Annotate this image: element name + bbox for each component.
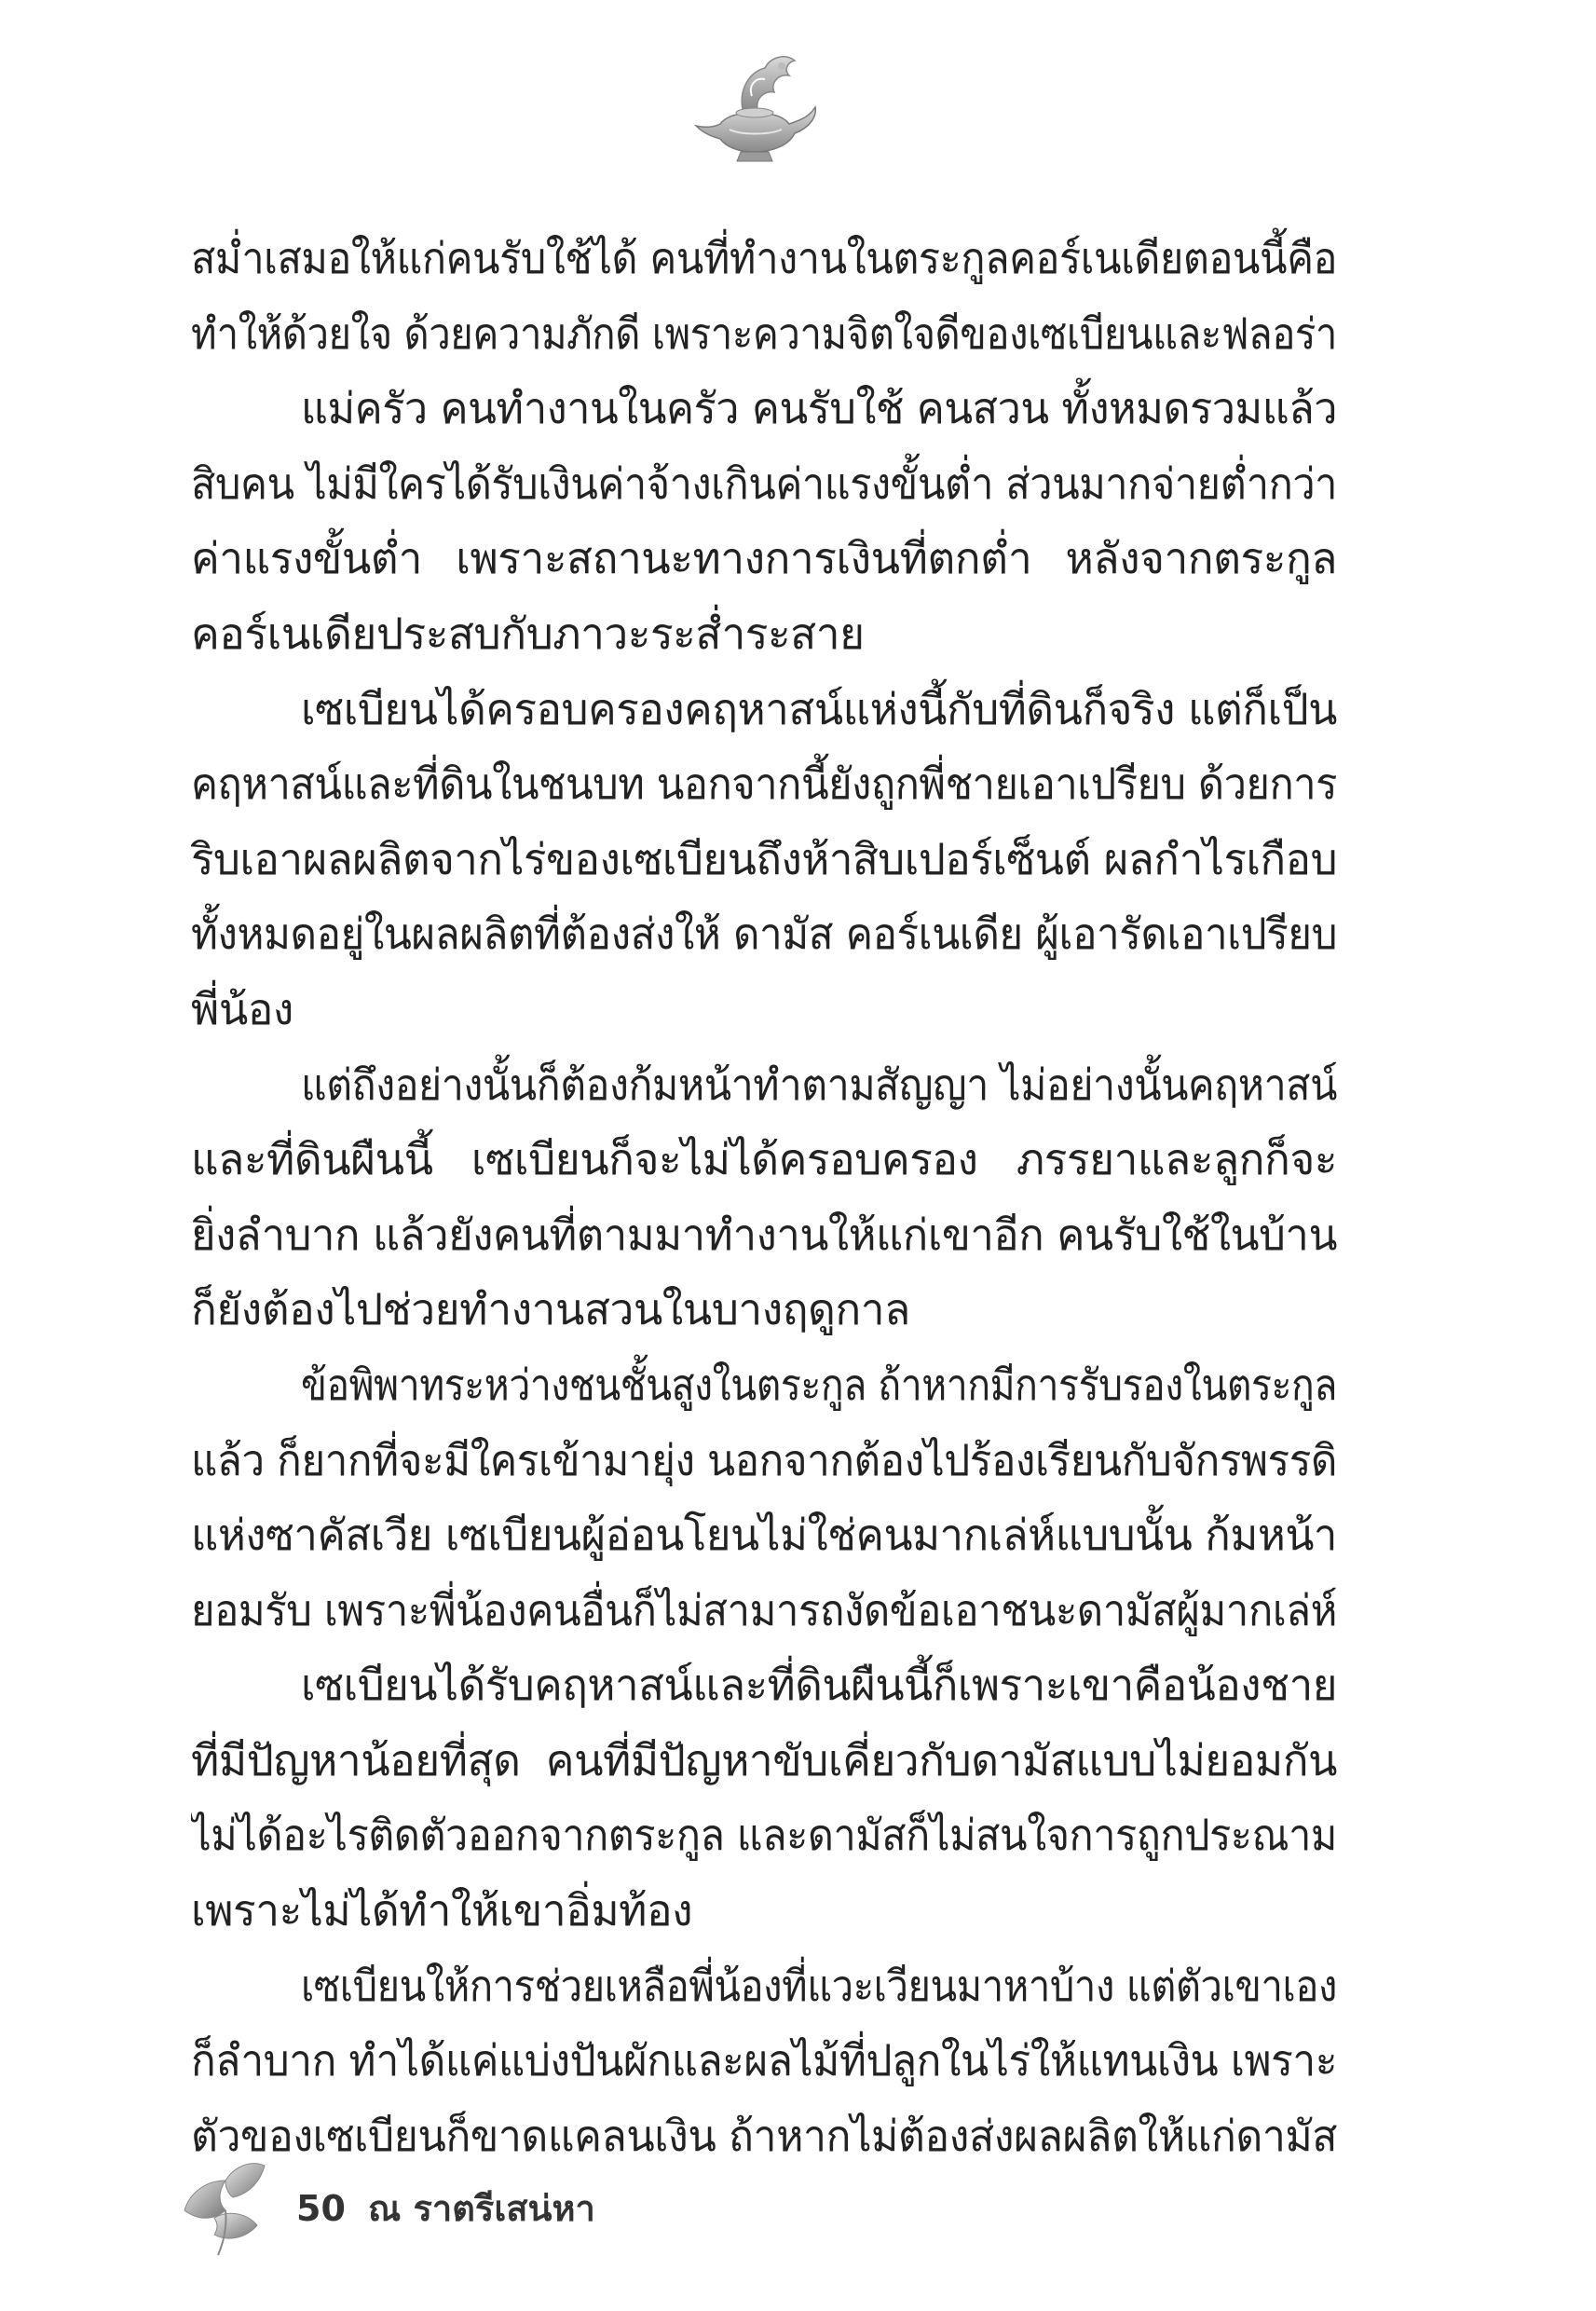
text-line: สิบคน ไม่มีใครได้รับเงินค่าจ้างเกินค่าแรงขั้นต่ำ ส่วนมากจ่ายต่ำกว่า (191, 458, 1337, 509)
text-line: แต่ถึงอย่างนั้นก็ต้องก้มหน้าทำตามสัญญา ไม่อย่างนั้นคฤหาสน์ (301, 1059, 1337, 1110)
text-line: เซเบียนให้การช่วยเหลือพี่น้องที่แวะเวียนมาหาบ้าง แต่ตัวเขาเอง (301, 1960, 1337, 2011)
text-line: สม่ำเสมอให้แก่คนรับใช้ได้ คนที่ทำงานในตระกูลคอร์เนเดียตอนนี้คือ (191, 233, 1337, 283)
book-title: ณ ราตรีเสน่หา (368, 2188, 595, 2229)
text-line: ก็ลำบาก ทำได้แค่แบ่งปันผักและผลไม้ที่ปลูกในไร่ให้แทนเงิน เพราะ (191, 2035, 1337, 2086)
text-line: ทำให้ด้วยใจ ด้วยความภักดี เพราะความจิตใจดีของเซเบียนและฟลอร่า (191, 308, 1337, 359)
text-line: แม่ครัว คนทำงานในครัว คนรับใช้ คนสวน ทั้งหมดรวมแล้ว (301, 383, 1337, 434)
text-line: พี่น้อง (191, 983, 293, 1034)
leaf-icon (177, 2153, 270, 2260)
text-line: ค่าแรงขั้นต่ำ เพราะสถานะทางการเงินที่ตกต่ำ หลังจากตระกูล (191, 533, 1337, 584)
text-line: ไม่ได้อะไรติดตัวออกจากตระกูล และดามัสก็ไม่สนใจการถูกประณาม (191, 1810, 1337, 1861)
text-line: ก็ยังต้องไปช่วยทำงานสวนในบางฤดูกาล (191, 1284, 910, 1335)
text-line: เซเบียนได้รับคฤหาสน์และที่ดินผืนนี้ก็เพราะเขาคือน้องชาย (301, 1660, 1337, 1711)
text-line: ริบเอาผลผลิตจากไร่ของเซเบียนถึงห้าสิบเปอร์เซ็นต์ ผลกำไรเกือบ (191, 833, 1337, 884)
text-line: และที่ดินผืนนี้ เซเบียนก็จะไม่ได้ครอบครอง ภรรยาและลูกก็จะ (191, 1134, 1337, 1185)
text-line: แห่งซาคัสเวีย เซเบียนผู้อ่อนโยนไม่ใช่คนมากเล่ห์แบบนั้น ก้มหน้า (191, 1510, 1337, 1561)
text-line: ยิ่งลำบาก แล้วยังคนที่ตามมาทำงานให้แก่เขาอีก คนรับใช้ในบ้าน (191, 1209, 1337, 1260)
page-number: 50 (296, 2188, 346, 2229)
text-line: คอร์เนเดียประสบกับภาวะระส่ำระสาย (191, 608, 865, 659)
text-line: ยอมรับ เพราะพี่น้องคนอื่นก็ไม่สามารถงัดข้อเอาชนะดามัสผู้มากเล่ห์ (191, 1584, 1337, 1635)
text-line: คฤหาสน์และที่ดินในชนบท นอกจากนี้ยังถูกพี่ชายเอาเปรียบ ด้วยการ (191, 759, 1337, 810)
text-line: ตัวของเซเบียนก็ขาดแคลนเงิน ถ้าหากไม่ต้องส่งผลผลิตให้แก่ดามัส (191, 2110, 1337, 2161)
page-footer (177, 2153, 829, 2260)
text-line: เพราะไม่ได้ทำให้เขาอิ่มท้อง (191, 1885, 693, 1936)
text-line: ทั้งหมดอยู่ในผลผลิตที่ต้องส่งให้ ดามัส คอร์เนเดีย ผู้เอารัดเอาเปรียบ (191, 909, 1337, 960)
body-text (191, 221, 1337, 2173)
text-line: ข้อพิพาทระหว่างชนชั้นสูงในตระกูล ถ้าหากมีการรับรองในตระกูล (301, 1359, 1337, 1410)
text-line: แล้ว ก็ยากที่จะมีใครเข้ามายุ่ง นอกจากต้องไปร้องเรียนกับจักรพรรดิ (191, 1434, 1337, 1485)
text-line: ที่มีปัญหาน้อยที่สุด คนที่มีปัญหาขับเคี่ยวกับดามัสแบบไม่ยอมกัน (191, 1734, 1337, 1785)
text-line: เซเบียนได้ครอบครองคฤหาสน์แห่งนี้กับที่ดินก็จริง แต่ก็เป็น (301, 683, 1337, 734)
magic-lamp-icon (685, 51, 825, 172)
